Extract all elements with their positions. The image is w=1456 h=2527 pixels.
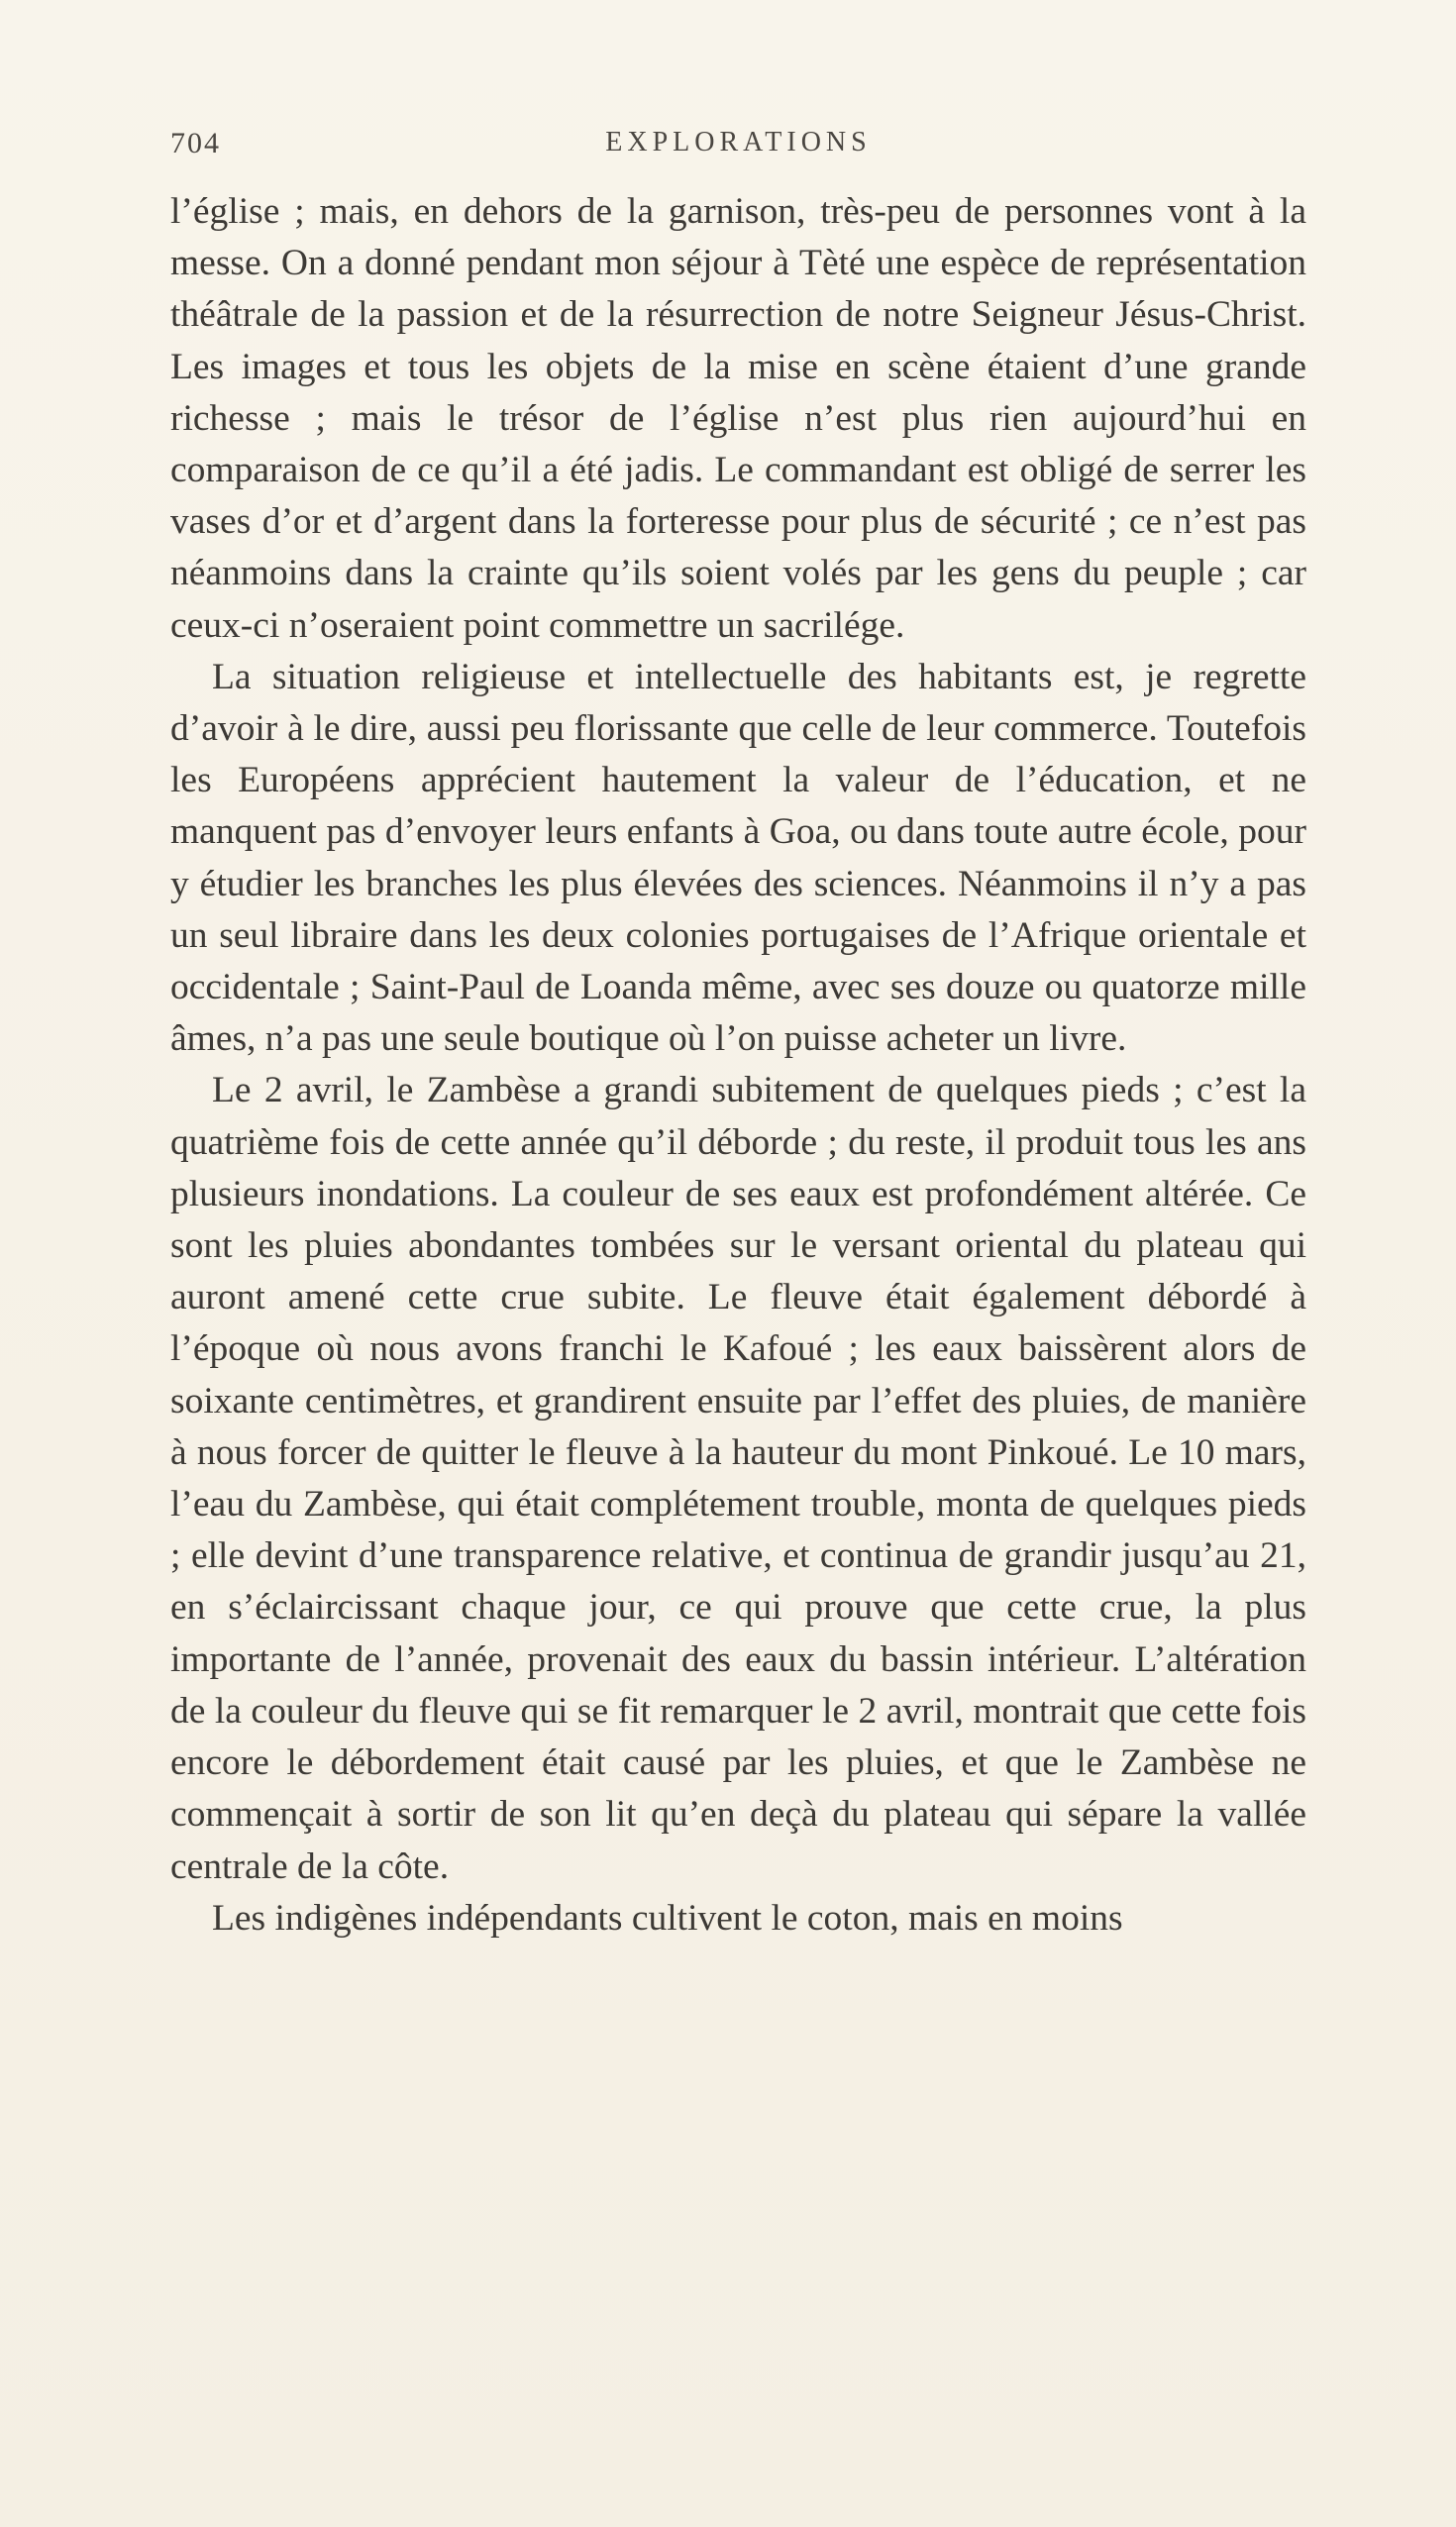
page-number: 704 (170, 127, 221, 159)
paragraph-1: l’église ; mais, en dehors de la garnison, très-peu de personnes vont à la messe. On a donné pendant mon séjour à Tèté une espèce de représentation théâtrale de la passion et de la résurrection de notre Seigneur Jésus-Christ. Les images et tous les objets de la mise en scène étaient d’une grande richesse ; mais le trésor de l’église n’est plus rien aujourd’hui en comparaison de ce qu’il a été jadis. Le commandant est obligé de serrer les vases d’or et d’argent dans la forteresse pour plus de sécurité ; ce n’est pas néanmoins dans la crainte qu’ils soient volés par les gens du peuple ; car ceux-ci n’oseraient point commettre un sacrilége. (170, 191, 1306, 646)
paragraph-3: Le 2 avril, le Zambèse a grandi subitement de quelques pieds ; c’est la quatrième fois de cette année qu’il déborde ; du reste, il produit tous les ans plusieurs inondations. La couleur de ses eaux est profondément altérée. Ce sont les pluies abondantes tombées sur le versant oriental du plateau qui auront amené cette crue subite. Le fleuve était également débordé à l’époque où nous avons franchi le Kafoué ; les eaux baissèrent alors de soixante centimètres, et grandirent ensuite par l’effet des pluies, de manière à nous forcer de quitter le fleuve à la hauteur du mont Pinkoué. Le 10 mars, l’eau du Zambèse, qui était complétement trouble, monta de quelques pieds ; elle devint d’une transparence relative, et continua de grandir jusqu’au 21, en s’éclaircissant chaque jour, ce qui prouve que cette crue, la plus importante de l’année, provenait des eaux du bassin intérieur. L’altération de la couleur du fleuve qui se fit remarquer le 2 avril, montrait que cette fois encore le débordement était causé par les pluies, et que le Zambèse ne commençait à sortir de son lit qu’en deçà du plateau qui sépare la vallée centrale de la côte. (170, 1070, 1306, 1887)
running-head: EXPLORATIONS (605, 127, 872, 158)
page-header (170, 127, 1306, 174)
paragraph-2: La situation religieuse et intellectuelle des habitants est, je regrette d’avoir à le dire, aussi peu florissante que celle de leur commerce. Toutefois les Européens apprécient hautement la valeur de l’éducation, et ne manquent pas d’envoyer leurs enfants à Goa, ou dans toute autre école, pour y étudier les branches les plus élevées des sciences. Néanmoins il n’y a pas un seul libraire dans les deux colonies portugaises de l’Afrique orientale et occidentale ; Saint-Paul de Loanda même, avec ses douze ou quatorze mille âmes, n’a pas une seule boutique où l’on puisse acheter un livre. (170, 656, 1306, 1060)
paragraph-4: Les indigènes indépendants cultivent le coton, mais en moins (212, 1897, 1123, 1939)
body-text (170, 186, 1306, 1945)
